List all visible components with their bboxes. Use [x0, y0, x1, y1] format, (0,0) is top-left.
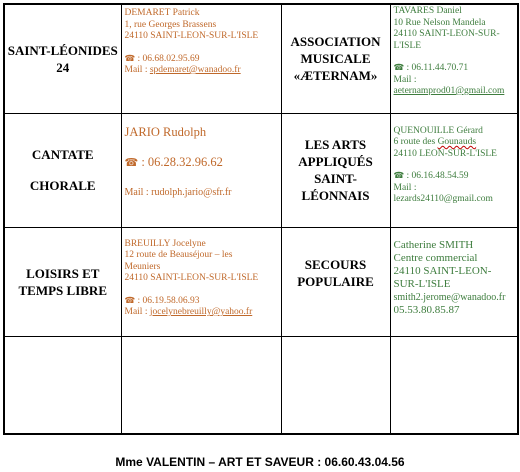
contact-cell: [121, 227, 281, 336]
contact-phone: ☎ : 06.28.32.96.62: [124, 154, 223, 169]
contact-mail: Mail : spdemaret@wanadoo.fr: [124, 65, 241, 75]
contact-phone: ☎ : 06.16.48.54.59: [393, 171, 469, 181]
contact-cell: [121, 113, 281, 227]
contact-cell: [390, 227, 518, 336]
contact-line: Centre commercial: [393, 251, 478, 264]
contact-line: 05.53.80.85.87: [393, 303, 460, 316]
contact-address: 6 route des Gounauds: [393, 137, 477, 147]
mail-link[interactable]: spdemaret@wanadoo.fr: [149, 65, 241, 75]
contact-line: SUR-L'ISLE: [393, 277, 451, 290]
contact-cell: [121, 4, 281, 113]
mail-link[interactable]: aeternamprod01@gmail.com: [393, 86, 505, 96]
mail-link[interactable]: lezards24110@gmail.com: [393, 194, 493, 204]
contact-address: Meuniers: [124, 261, 161, 272]
association-name: LÉONNAIS: [301, 188, 370, 204]
association-name-cell: [4, 227, 121, 336]
contact-mail-label: Mail :: [393, 182, 417, 193]
table-row: [4, 113, 518, 227]
association-name: MUSICALE: [300, 51, 371, 67]
contact-cell: [390, 113, 518, 227]
phone-icon: ☎: [124, 53, 136, 64]
association-name: SAINT-: [314, 171, 357, 187]
association-name-cell: [4, 113, 121, 227]
contact-phone: ☎ : 06.11.44.70.71: [393, 63, 469, 73]
contact-address: 24110 SAINT-LEON-SUR-L'ISLE: [124, 273, 259, 284]
contact-address: 12 route de Beauséjour – les: [124, 250, 233, 261]
mail-link[interactable]: smith2.jerome@wanadoo.fr: [393, 291, 506, 303]
contact-mail: Mail : rudolph.jario@sfr.fr: [124, 186, 232, 198]
contact-name: TAVARES Daniel: [393, 6, 462, 16]
association-name-cell: [281, 227, 390, 336]
association-name: ASSOCIATION: [290, 34, 381, 50]
association-name-cell: [281, 4, 390, 113]
contact-phone: ☎ : 06.68.02.95.69: [124, 53, 200, 64]
association-name-cell: [4, 4, 121, 113]
contact-line: Catherine SMITH: [393, 238, 474, 251]
contact-address: 24110 SAINT-LEON-SUR-: [393, 29, 500, 39]
association-name: CANTATE: [31, 147, 94, 163]
phone-icon: ☎: [124, 155, 139, 169]
contact-address: 1, rue Georges Brassens: [124, 19, 217, 30]
association-name: POPULAIRE: [297, 273, 374, 289]
phone-icon: ☎: [393, 63, 405, 73]
contact-table: [3, 3, 519, 435]
empty-cell: [390, 336, 518, 434]
contact-mail-label: Mail :: [393, 74, 417, 85]
empty-cell: [281, 336, 390, 434]
association-name-cell: [281, 113, 390, 227]
association-name: 24: [56, 59, 70, 75]
association-name: SECOURS: [304, 256, 367, 272]
phone-icon: ☎: [124, 295, 136, 306]
mail-link[interactable]: jocelynebreuilly@yahoo.fr: [149, 307, 253, 318]
mail-link[interactable]: rudolph.jario@sfr.fr: [151, 186, 232, 198]
contact-name: BREUILLY Jocelyne: [124, 238, 206, 249]
association-name: APPLIQUÉS: [298, 154, 373, 170]
association-name: TEMPS LIBRE: [18, 282, 107, 298]
association-name: SAINT-LÉONIDES: [7, 42, 118, 58]
contact-line: 24110 SAINT-LEON-: [393, 264, 492, 277]
contact-mail: Mail : jocelynebreuilly@yahoo.fr: [124, 307, 253, 318]
contact-address: 24110 LEON-SUR-L'ISLE: [393, 148, 497, 159]
contact-cell: [390, 4, 518, 113]
contact-name: JARIO Rudolph: [124, 124, 207, 139]
empty-cell: [4, 336, 121, 434]
contact-address: L'ISLE: [393, 40, 422, 51]
table-row: [4, 336, 518, 434]
association-name: LOISIRS ET: [26, 265, 100, 281]
empty-cell: [121, 336, 281, 434]
association-name: «ÆTERNAM»: [293, 68, 378, 84]
contact-address: 10 Rue Nelson Mandela: [393, 17, 486, 28]
association-name: CHORALE: [29, 178, 96, 194]
table-row: [4, 227, 518, 336]
table-row: [4, 4, 518, 113]
contact-address: 24110 SAINT-LEON-SUR-L'ISLE: [124, 31, 259, 41]
contact-name: DEMARET Patrick: [124, 8, 200, 18]
footer-note: Mme VALENTIN – ART ET SAVEUR : 06.60.43.04.56: [115, 455, 405, 469]
association-name: LES ARTS: [304, 137, 367, 153]
contact-phone: ☎ : 06.19.58.06.93: [124, 295, 200, 306]
contact-name: QUENOUILLE Gérard: [393, 125, 483, 136]
phone-icon: ☎: [393, 171, 405, 181]
